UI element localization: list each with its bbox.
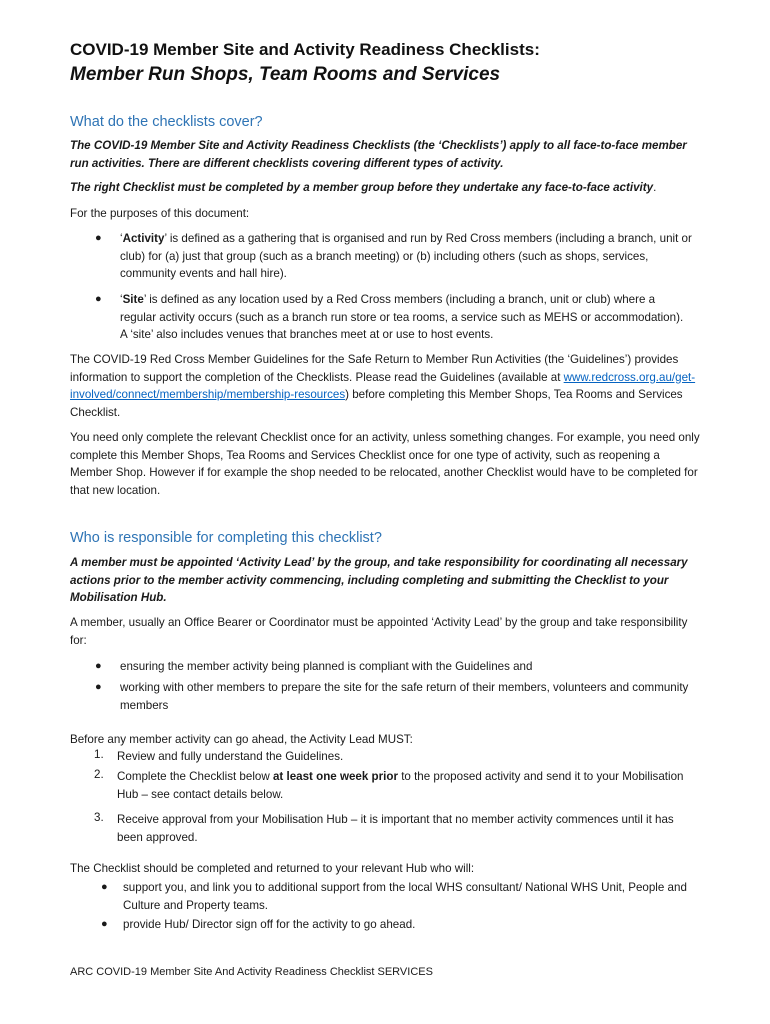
guidelines-paragraph [70, 351, 702, 421]
guidelines-text-pre: The COVID-19 Red Cross Member Guidelines for the Safe Return to Member Run Activities (the ‘Guidelines’) provides information to support the completion of the Checklists. Please read the Guidelines (available at [70, 353, 679, 384]
intro-bold-paragraph: The COVID-19 Member Site and Activity Readiness Checklists (the ‘Checklists’) apply to all face-to-face member run activities. There are different checklists covering different types of activity. [70, 139, 687, 170]
definition-activity [120, 230, 692, 283]
right-checklist-paragraph [70, 179, 702, 197]
bullet-icon: ● [101, 918, 108, 930]
step-text-post: to the proposed activity and send it to your Mobilisation Hub – see contact details below. [117, 770, 684, 801]
membership-resources-link[interactable]: www.redcross.org.au/get-involved/connect/membership/membership-resources [70, 370, 696, 401]
bullet-icon: ● [95, 232, 102, 244]
title-line-2: Member Run Shops, Team Rooms and Services [70, 64, 501, 85]
right-checklist-text: The right Checklist must be completed by a member group before they undertake any face-to-face activity [70, 181, 654, 194]
bullet-icon: ● [95, 681, 102, 693]
bullet-icon: ● [95, 293, 102, 305]
activity-definition: ’ is defined as a gathering that is organised and run by Red Cross members (including a branch, unit or club) for (a) just that group (such as a branch meeting) or (b) including others (such as shops, services, community events and hall hire). [120, 232, 692, 280]
page-footer: ARC COVID-19 Member Site And Activity Readiness Checklist SERVICES [70, 966, 433, 978]
step-item [117, 811, 697, 846]
activity-lead-bold-paragraph: A member must be appointed ‘Activity Lead’ by the group, and take responsibility for coordinating all necessary actions prior to the member activity commencing, including completing and submitting the Checklist to your Mobilisation Hub. [70, 556, 688, 604]
step-number: 3. [94, 811, 104, 824]
quote-open: ‘ [120, 232, 123, 245]
site-definition: ’ is defined as any location used by a Red Cross members (including a branch, unit or club) where a regular activity occurs (such as a branch run store or tea rooms, a service such as MEHS or accommodation). A ‘site’ also includes venues that branches meet at or use to host events. [120, 293, 684, 341]
appoint-paragraph: A member, usually an Office Bearer or Coordinator must be appointed ‘Activity Lead’ by the group and take responsibility for: [70, 616, 688, 647]
step-text: Complete the Checklist below [117, 770, 273, 783]
responsibility-item: working with other members to prepare the site for the safe return of their members, volunteers and community members [120, 681, 689, 712]
title-line-1: COVID-19 Member Site and Activity Readiness Checklists: [70, 40, 540, 59]
activity-term: Activity [122, 232, 165, 245]
step-number: 2. [94, 768, 104, 781]
bullet-icon: ● [95, 660, 102, 672]
once-paragraph: You need only complete the relevant Checklist once for an activity, unless something changes. For example, you need only complete this Member Shops, Tea Rooms and Services Checklist once for one type of activity, such as reopening a Member Shop. However if for example the shop needed to be relocated, another Checklist would have to be completed for that new location. [70, 431, 700, 497]
hub-intro: The Checklist should be completed and returned to your relevant Hub who will: [70, 862, 475, 875]
step-emphasis: at least one week prior [272, 770, 398, 783]
bullet-icon: ● [101, 881, 108, 893]
responsibility-item: ensuring the member activity being planned is compliant with the Guidelines and [120, 660, 533, 673]
purposes-text: For the purposes of this document: [70, 207, 250, 220]
section-heading-checklists-cover: What do the checklists cover? [70, 114, 263, 130]
section-heading-responsible: Who is responsible for completing this checklist? [70, 530, 382, 546]
step-text: Review and fully understand the Guidelines. [117, 750, 344, 763]
definition-site [120, 291, 692, 344]
step-text: Receive approval from your Mobilisation Hub – it is important that no member activity commences until it has been approved. [117, 813, 674, 844]
step-number: 1. [94, 748, 104, 761]
hub-item: provide Hub/ Director sign off for the activity to go ahead. [123, 918, 416, 931]
guidelines-text-post: ) before completing this Member Shops, Tea Rooms and Services Checklist. [70, 388, 683, 419]
hub-item: support you, and link you to additional support from the local WHS consultant/ National WHS Unit, People and Culture and Property teams. [123, 881, 687, 912]
right-checklist-period: . [653, 181, 657, 194]
must-intro: Before any member activity can go ahead, the Activity Lead MUST: [70, 733, 413, 746]
step-item [117, 748, 697, 766]
step-item [117, 768, 697, 803]
quote-open: ‘ [120, 293, 123, 306]
site-term: Site [122, 293, 144, 306]
